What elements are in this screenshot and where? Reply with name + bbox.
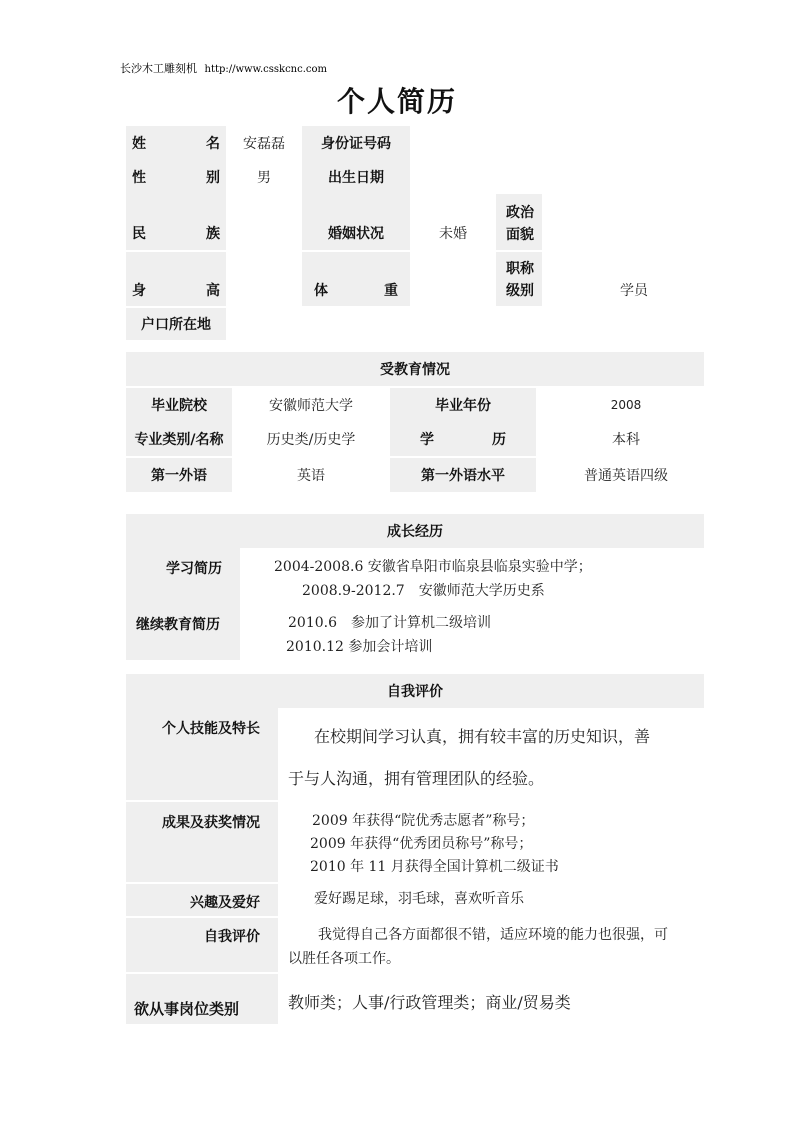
study-label: 学习简历 xyxy=(126,548,240,604)
name-label-a: 姓 xyxy=(132,136,146,152)
weight-label-a: 体 xyxy=(314,283,328,299)
skills-line-1: 在校期间学习认真，拥有较丰富的历史知识，善 xyxy=(314,727,651,746)
degree-value: 本科 xyxy=(612,432,640,448)
company-name: 长沙木工雕刻机 xyxy=(120,62,197,75)
study-line-1: 2004-2008.6 安徽省阜阳市临泉县临泉实验中学； xyxy=(274,559,592,575)
name-label xyxy=(126,126,226,160)
education-section-title: 受教育情况 xyxy=(126,352,704,386)
awards-line-3: 2010 年 11 月获得全国计算机二级证书 xyxy=(310,859,559,875)
gender-value: 男 xyxy=(257,170,271,186)
self-section-title: 自我评价 xyxy=(126,674,704,708)
cont-line-2: 2010.12 参加会计培训 xyxy=(286,639,433,655)
year-label: 毕业年份 xyxy=(390,388,536,422)
hobby-label: 兴趣及爱好 xyxy=(126,884,278,916)
name-value: 安磊磊 xyxy=(243,136,285,152)
marital-label: 婚姻状况 xyxy=(302,194,410,250)
major-value: 历史类/历史学 xyxy=(266,432,356,448)
eval-label: 自我评价 xyxy=(126,918,278,972)
cont-label: 继续教育简历 xyxy=(126,604,240,660)
awards-line-1: 2009 年获得“院优秀志愿者”称号； xyxy=(312,813,535,829)
gender-label xyxy=(126,160,226,194)
lang-level-value: 普通英语四级 xyxy=(584,468,668,484)
degree-label-a: 学 xyxy=(420,432,434,448)
weight-label-b: 重 xyxy=(384,283,398,299)
eval-line-1: 我觉得自己各方面都很不错，适应环境的能力也很强，可 xyxy=(318,927,668,943)
weight-label xyxy=(302,252,410,306)
skills-label: 个人技能及特长 xyxy=(126,708,278,800)
job-label: 欲从事岗位类别 xyxy=(126,974,278,1024)
study-line-2: 2008.9-2012.7 安徽师范大学历史系 xyxy=(302,583,545,599)
title-label-a: 职称 xyxy=(506,261,534,277)
height-label-a: 身 xyxy=(132,283,146,299)
political-label xyxy=(496,194,542,250)
major-label: 专业类别/名称 xyxy=(126,422,232,456)
gender-label-a: 性 xyxy=(132,170,146,186)
lang-label: 第一外语 xyxy=(126,458,232,492)
skills-line-2: 于与人沟通，拥有管理团队的经验。 xyxy=(288,769,545,788)
height-label-b: 高 xyxy=(206,283,220,299)
growth-section-title: 成长经历 xyxy=(126,514,704,548)
birth-label: 出生日期 xyxy=(302,160,410,194)
gender-label-b: 别 xyxy=(206,170,220,186)
ethnic-label-b: 族 xyxy=(206,226,220,242)
lang-value: 英语 xyxy=(297,468,325,484)
hukou-label: 户口所在地 xyxy=(126,308,226,340)
school-value: 安徽师范大学 xyxy=(269,398,353,414)
ethnic-label-a: 民 xyxy=(132,226,146,242)
hobby-value: 爱好踢足球，羽毛球，喜欢听音乐 xyxy=(314,891,524,907)
page-title: 个人简历 xyxy=(336,85,457,118)
ethnic-label xyxy=(126,194,226,250)
marital-value: 未婚 xyxy=(439,226,467,242)
eval-line-2: 以胜任各项工作。 xyxy=(288,951,400,967)
degree-label-b: 历 xyxy=(492,432,506,448)
header-line xyxy=(120,60,327,76)
school-label: 毕业院校 xyxy=(126,388,232,422)
cont-line-1: 2010.6 参加了计算机二级培训 xyxy=(288,615,491,631)
height-label xyxy=(126,252,226,306)
political-label-b: 面貌 xyxy=(506,227,534,243)
political-label-a: 政治 xyxy=(506,205,534,221)
title-label xyxy=(496,252,542,306)
name-label-b: 名 xyxy=(206,136,220,152)
degree-label xyxy=(390,422,536,456)
id-label: 身份证号码 xyxy=(302,126,410,160)
title-value: 学员 xyxy=(620,283,648,299)
awards-label: 成果及获奖情况 xyxy=(126,802,278,882)
lang-level-label: 第一外语水平 xyxy=(390,458,536,492)
job-value: 教师类；人事/行政管理类；商业/贸易类 xyxy=(288,993,571,1012)
awards-line-2: 2009 年获得“优秀团员称号”称号； xyxy=(310,836,533,852)
company-url[interactable]: http://www.csskcnc.com xyxy=(204,64,328,75)
title-label-b: 级别 xyxy=(506,283,534,299)
year-value: 2008 xyxy=(610,398,642,412)
